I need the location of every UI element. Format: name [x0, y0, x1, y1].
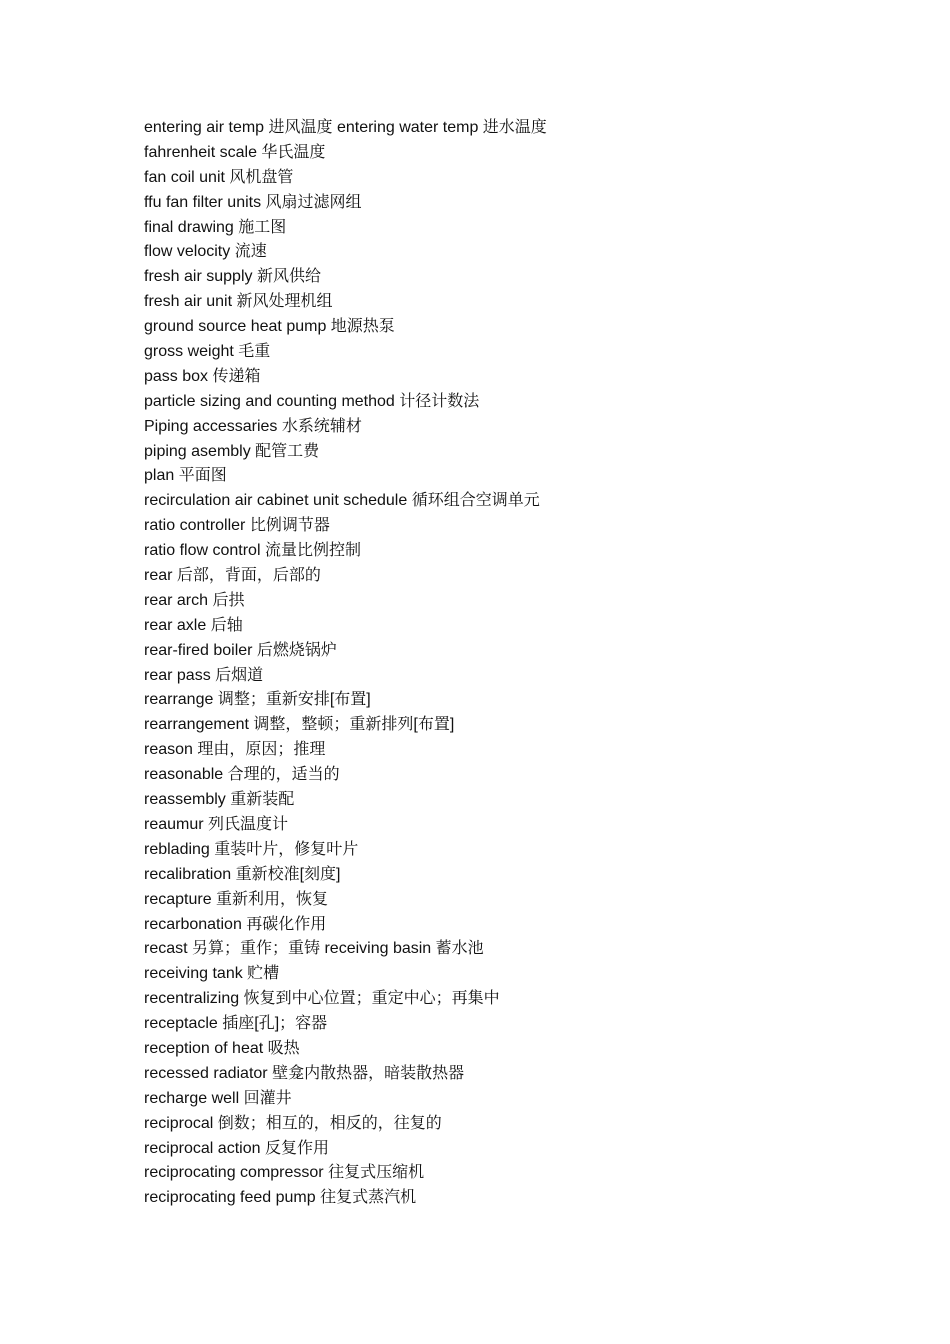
glossary-entry: ratio controller 比例调节器 [144, 517, 330, 535]
glossary-entry: ffu fan filter units 风扇过滤网组 [144, 193, 362, 211]
glossary-entry: reblading 重装叶片，修复叶片 [144, 840, 359, 858]
glossary-entry: flow velocity 流速 [144, 243, 267, 261]
glossary-entry: rearrange 调整；重新安排[布置] [144, 691, 371, 709]
glossary-entry: reception of heat 吸热 [144, 1039, 300, 1057]
glossary-entry: piping asembly 配管工费 [144, 442, 320, 460]
glossary-entry: particle sizing and counting method 计径计数法 [144, 392, 480, 410]
glossary-entry: recast 另算；重作；重铸 receiving basin 蓄水池 [144, 940, 484, 958]
glossary-entry: receiving tank 贮槽 [144, 965, 280, 983]
glossary-entry: recirculation air cabinet unit schedule 循环组合空调单元 [144, 492, 540, 510]
glossary-entry: rear 后部，背面，后部的 [144, 567, 321, 585]
glossary-entry: reciprocating compressor 往复式压缩机 [144, 1164, 425, 1182]
glossary-entry: ground source heat pump 地源热泵 [144, 318, 395, 336]
glossary-entry: reciprocal action 反复作用 [144, 1139, 329, 1157]
glossary-entry: fresh air unit 新风处理机组 [144, 293, 333, 311]
glossary-entry: Piping accessaries 水系统辅材 [144, 417, 362, 435]
glossary-entry: recarbonation 再碳化作用 [144, 915, 327, 933]
glossary-entry: gross weight 毛重 [144, 343, 271, 361]
glossary-entry: final drawing 施工图 [144, 218, 287, 236]
glossary-entry: recapture 重新利用，恢复 [144, 890, 329, 908]
glossary-entry: entering air temp 进风温度 entering water temp 进水温度 [144, 119, 547, 136]
glossary-entry: recharge well 回灌井 [144, 1089, 292, 1107]
glossary-entry: rear arch 后拱 [144, 591, 245, 609]
glossary-entry: fan coil unit 风机盘管 [144, 168, 294, 186]
glossary-entry: reason 理由，原因；推理 [144, 741, 326, 759]
glossary-entry: fahrenheit scale 华氏温度 [144, 143, 326, 161]
glossary-entry: ratio flow control 流量比例控制 [144, 542, 361, 560]
glossary-entry: rearrangement 调整，整顿；重新排列[布置] [144, 716, 455, 734]
glossary-entry: rear-fired boiler 后燃烧锅炉 [144, 641, 337, 659]
glossary-entry: reassembly 重新装配 [144, 791, 295, 809]
glossary-list [144, 116, 904, 1211]
glossary-entry: pass box 传递箱 [144, 367, 261, 385]
glossary-entry: fresh air supply 新风供给 [144, 268, 321, 286]
glossary-entry: rear axle 后轴 [144, 616, 243, 634]
glossary-entry: receptacle 插座[孔]；容器 [144, 1015, 328, 1033]
glossary-entry: reaumur 列氏温度计 [144, 815, 289, 833]
glossary-entry: rear pass 后烟道 [144, 666, 264, 684]
glossary-entry: reciprocating feed pump 往复式蒸汽机 [144, 1189, 417, 1207]
glossary-entry: reasonable 合理的，适当的 [144, 766, 340, 784]
glossary-entry: recessed radiator 壁龛内散热器，暗装散热器 [144, 1064, 465, 1082]
glossary-entry: recentralizing 恢复到中心位置；重定中心；再集中 [144, 990, 500, 1008]
glossary-entry: plan 平面图 [144, 467, 227, 485]
glossary-entry: reciprocal 倒数；相互的，相反的，往复的 [144, 1114, 442, 1132]
glossary-entry: recalibration 重新校准[刻度] [144, 865, 341, 883]
